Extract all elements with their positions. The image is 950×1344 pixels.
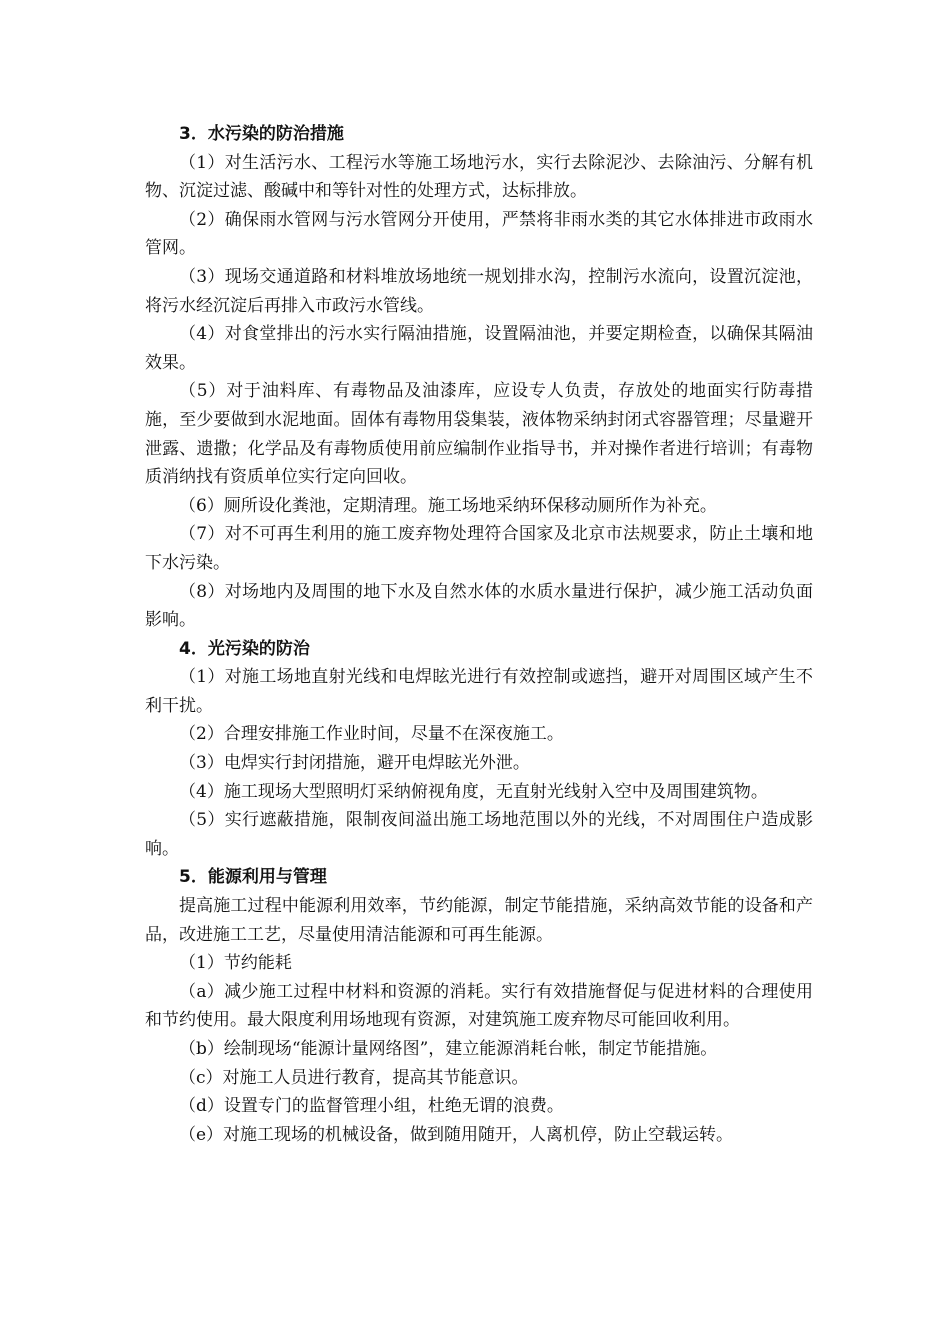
paragraph: （3）电焊实行封闭措施，避开电焊眩光外泄。	[179, 753, 530, 774]
paragraph: （7）对不可再生利用的施工废弃物处理符合国家及北京市法规要求，防止土壤和地下水污染。	[145, 524, 813, 573]
paragraph: （b）绘制现场“能源计量网络图”，建立能源消耗台帐，制定节能措施。	[179, 1039, 718, 1059]
document-body	[145, 120, 813, 1149]
paragraph: （c）对施工人员进行教育，提高其节能意识。	[179, 1067, 529, 1088]
paragraph: （a）减少施工过程中材料和资源的消耗。实行有效措施督促与促进材料的合理使用和节约使用。最大限度利用场地现有资源，对建筑施工废弃物尽可能回收利用。	[145, 981, 813, 1031]
paragraph: （4）对食堂排出的污水实行隔油措施，设置隔油池，并要定期检查，以确保其隔油效果。	[145, 324, 813, 373]
paragraph: （6）厕所设化粪池，定期清理。施工场地采纳环保移动厕所作为补充。	[179, 495, 717, 516]
paragraph: （3）现场交通道路和材料堆放场地统一规划排水沟，控制污水流向，设置沉淀池，将污水经沉淀后再排入市政污水管线。	[145, 266, 813, 316]
paragraph: （d）设置专门的监督管理小组，杜绝无谓的浪费。	[179, 1096, 564, 1117]
section-heading-light-pollution: 4．光污染的防治	[179, 638, 310, 659]
paragraph: （2）确保雨水管网与污水管网分开使用，严禁将非雨水类的其它水体排进市政雨水管网。	[145, 209, 813, 259]
section-heading-energy-management: 5．能源利用与管理	[179, 867, 327, 888]
paragraph: （e）对施工现场的机械设备，做到随用随开，人离机停，防止空载运转。	[179, 1124, 734, 1145]
paragraph: （1）对施工场地直射光线和电焊眩光进行有效控制或遮挡，避开对周围区域产生不利干扰。	[145, 667, 813, 716]
paragraph: 提高施工过程中能源利用效率，节约能源，制定节能措施，采纳高效节能的设备和产品，改进施工工艺，尽量使用清洁能源和可再生能源。	[145, 896, 813, 945]
section-heading-water-pollution: 3．水污染的防治措施	[179, 124, 344, 144]
paragraph: （8）对场地内及周围的地下水及自然水体的水质水量进行保护，减少施工活动负面影响。	[145, 581, 813, 631]
paragraph: （1）对生活污水、工程污水等施工场地污水，实行去除泥沙、去除油污、分解有机物、沉淀过滤、酸碱中和等针对性的处理方式，达标排放。	[145, 152, 813, 202]
paragraph: （5）对于油料库、有毒物品及油漆库，应设专人负责，存放处的地面实行防毒措施，至少要做到水泥地面。固体有毒物用袋集装，液体物采纳封闭式容器管理；尽量避开泄露、遗撒；化学品及有毒物质使用前应编制作业指导书，并对操作者进行培训；有毒物质消纳找有资质单位实行定向回收。	[145, 381, 813, 488]
paragraph: （1）节约能耗	[179, 953, 292, 974]
paragraph: （5）实行遮蔽措施，限制夜间溢出施工场地范围以外的光线，不对周围住户造成影响。	[145, 810, 813, 859]
paragraph: （2）合理安排施工作业时间，尽量不在深夜施工。	[179, 724, 564, 745]
paragraph: （4）施工现场大型照明灯采纳俯视角度，无直射光线射入空中及周围建筑物。	[179, 781, 768, 802]
